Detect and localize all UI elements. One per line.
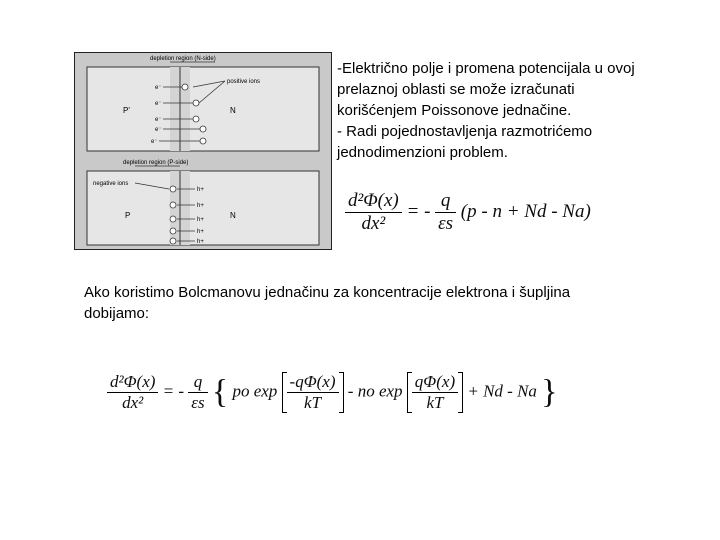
term1-numerator: -qΦ(x) [289, 372, 336, 391]
term2-numerator: qΦ(x) [414, 372, 456, 391]
coef-numerator-2: q [193, 372, 203, 391]
poisson-equation [345, 190, 591, 235]
lhs-fraction-2 [107, 372, 158, 413]
coef-denominator-2: εs [188, 392, 207, 413]
term1-prefix: po exp [232, 381, 278, 401]
depletion-diagram [75, 53, 331, 249]
intro-paragraph-2: - Radi pojednostavljenja razmotrićemo jednodimenzioni problem. [337, 123, 593, 161]
hole: h+ [197, 203, 204, 209]
n-label-bottom: N [230, 211, 236, 220]
p-label-bottom: P [125, 211, 131, 220]
n-label-top: N [230, 106, 236, 115]
lhs-denominator: dx² [345, 212, 402, 235]
term1-fraction [287, 372, 339, 413]
intro-paragraph-1: -Električno polje i promena potencijala u ovoj prelaznoj oblasti se može izračunati korišćenjem Poissonove jednačine. [337, 60, 635, 119]
hole: h+ [197, 229, 204, 235]
right-brace: } [541, 373, 558, 411]
bottom-region-label: depletion region (P-side) [123, 160, 189, 166]
equals-sign: = - [406, 200, 431, 222]
electron: e⁻ [155, 117, 162, 123]
term1-denominator: kT [287, 392, 339, 413]
boltzmann-equation [107, 372, 558, 413]
electron: e⁻ [155, 127, 162, 133]
lhs-numerator: d²Φ(x) [348, 190, 399, 211]
depletion-region-figure [74, 52, 332, 250]
term2-fraction [412, 372, 458, 413]
left-brace: { [211, 373, 229, 411]
hole: h+ [197, 239, 204, 245]
electron: e⁻ [155, 101, 162, 107]
coefficient-fraction-2 [188, 372, 207, 413]
coef-denominator: εs [435, 212, 456, 235]
lhs-denominator-2: dx² [107, 392, 158, 413]
equation-tail: + Nd - Na [467, 381, 537, 401]
term2-denominator: kT [412, 392, 458, 413]
positive-ions-label: positive ions [227, 79, 261, 85]
lhs-numerator-2: d²Φ(x) [110, 372, 156, 391]
boltzmann-text: Ako koristimo Bolcmanovu jednačinu za koncentracije elektrona i šupljina dobijamo: [84, 284, 571, 322]
top-region-label: depletion region (N-side) [150, 56, 216, 62]
term1-bracket [282, 372, 344, 413]
intro-text [337, 58, 657, 163]
equals-sign-2: = - [162, 381, 185, 401]
term2-prefix: - no exp [347, 381, 403, 401]
rhs-expression: (p - n + Nd - Na) [460, 200, 591, 222]
electron: e⁻ [151, 139, 158, 145]
term2-bracket [407, 372, 463, 413]
negative-ions-label: negative ions [93, 181, 129, 187]
hole: h+ [197, 187, 204, 193]
coefficient-fraction [435, 190, 456, 235]
hole: h+ [197, 217, 204, 223]
electron: e⁻ [155, 85, 162, 91]
coef-numerator: q [440, 190, 451, 211]
p-label-top: P' [123, 106, 130, 115]
lhs-fraction [345, 190, 402, 235]
